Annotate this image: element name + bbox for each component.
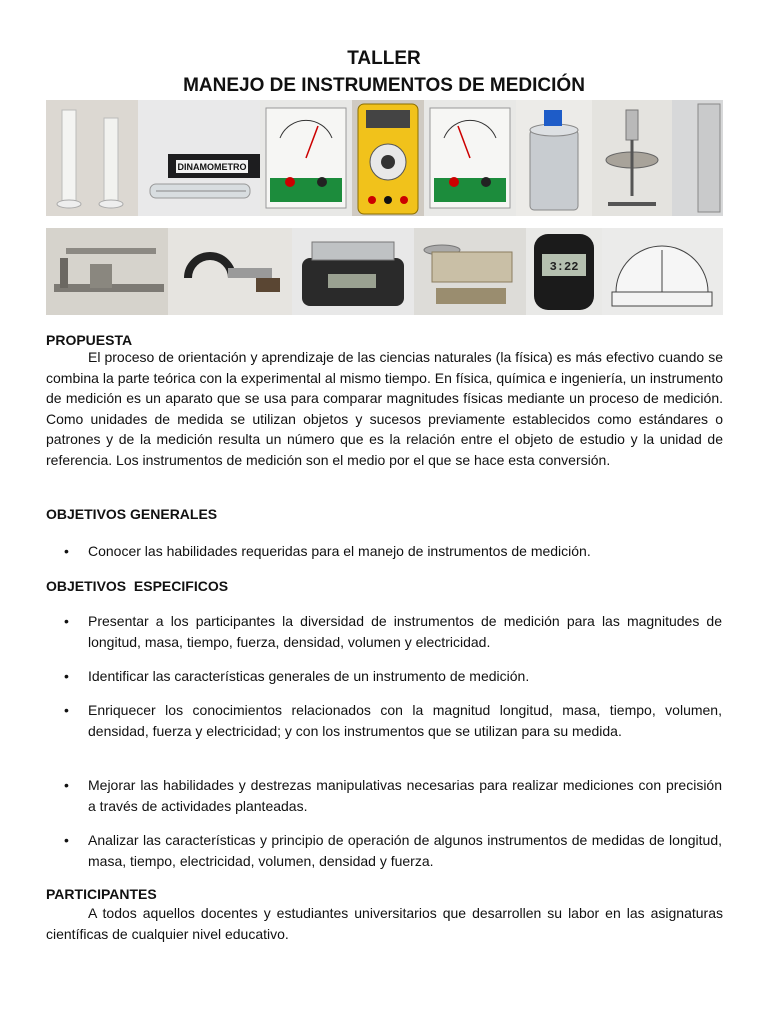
stopwatch-readout: 3:22	[549, 260, 579, 274]
participantes-text: A todos aquellos docentes y estudiantes universitarios que desarrollen su labor en las asignaturas científicas de cualquier nivel educativo.	[46, 905, 723, 942]
digital-scale-photo	[292, 228, 414, 315]
list-item: • Identificar las características generales de un instrumento de medición.	[88, 666, 722, 687]
list-item: • Analizar las características y principio de operación de algunos instrumentos de medidas de longitud, masa, tiempo, electricidad, volumen, densidad y fuerza.	[88, 830, 722, 871]
voltmeter-photo	[424, 100, 516, 216]
list-item: • Presentar a los participantes la diversidad de instrumentos de medición para las magnitudes de longitud, masa, tiempo, fuerza, densidad, volumen y electricidad.	[88, 611, 722, 652]
list-item: • Enriquecer los conocimientos relacionados con la magnitud longitud, masa, tiempo, volumen, densidad, fuerza y electricidad; y con los instrumentos que se utilizan para su medida.	[88, 700, 722, 741]
list-item: • Mejorar las habilidades y destrezas manipulativas necesarias para realizar mediciones con precisión a través de actividades planteadas.	[88, 775, 722, 816]
objetivos-especificos-heading: OBJETIVOS ESPECIFICOS	[46, 578, 229, 594]
density-apparatus-photo	[592, 100, 672, 216]
triple-beam-balance-photo	[414, 228, 526, 315]
propuesta-heading: PROPUESTA	[46, 332, 133, 348]
list-item: • Conocer las habilidades requeridas para el manejo de instrumentos de medición.	[88, 541, 722, 562]
participantes-paragraph	[46, 903, 723, 944]
micrometer-photo	[168, 228, 292, 315]
calorimeter-photo	[516, 100, 592, 216]
stopwatch-photo	[526, 228, 602, 315]
protractor-photo	[602, 228, 723, 315]
document-title: TALLER	[347, 48, 421, 69]
dynamometer-label: DINAMOMETRO	[177, 162, 247, 172]
vernier-caliper-photo	[46, 228, 168, 315]
dynamometer-photo	[138, 100, 260, 216]
document-subtitle: MANEJO DE INSTRUMENTOS DE MEDICIÓN	[183, 75, 585, 96]
instruments-photo-collage	[46, 100, 723, 315]
ammeter-photo	[260, 100, 352, 216]
ruler-photo	[672, 100, 723, 216]
propuesta-text: El proceso de orientación y aprendizaje de las ciencias naturales (la física) es más efectivo cuando se combina la parte teórica con la experimental al mismo tiempo. En física, química e ingeniería, un instrumento de medición es un aparato que se usa para comparar magnitudes físicas mediante un proceso de medición. Como unidades de medida se utilizan objetos y sucesos previamente establecidos como estándares o patrones y de la medición resulta un número que es la relación entre el objeto de estudio y la unidad de referencia. Los instrumentos de medición son el medio por el que se hace esta conversión.	[46, 349, 723, 468]
propuesta-paragraph	[46, 347, 723, 470]
objetivos-generales-heading: OBJETIVOS GENERALES	[46, 506, 218, 522]
participantes-heading: PARTICIPANTES	[46, 886, 157, 902]
graduated-cylinders-photo	[46, 100, 138, 216]
multimeter-photo	[352, 100, 424, 216]
